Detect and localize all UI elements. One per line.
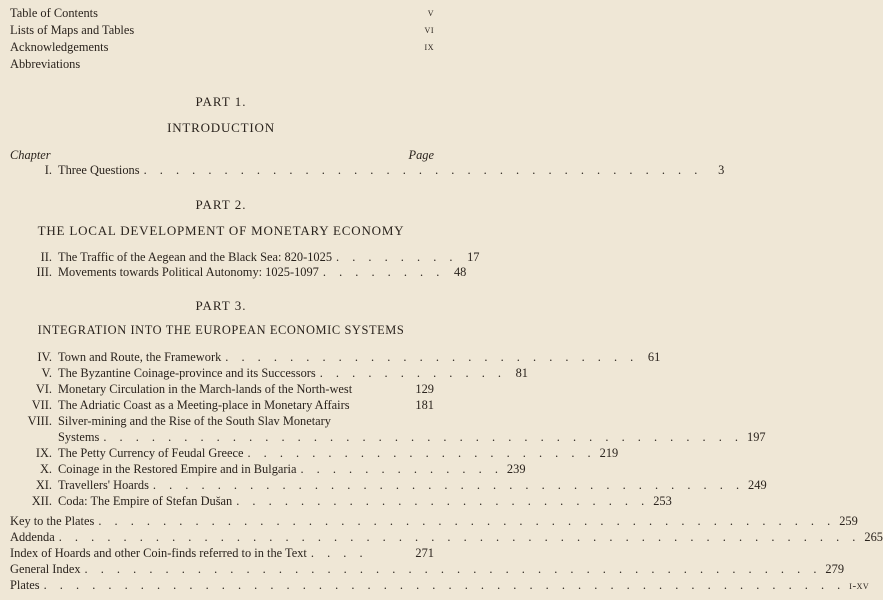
back-entry <box>10 578 870 594</box>
chapter-page: 219 <box>599 446 619 460</box>
chapter-title: Coinage in the Restored Empire and in Bulgaria <box>58 462 297 476</box>
chapter-entry <box>10 494 672 509</box>
chapter-entry-continued <box>10 430 766 445</box>
entry-page: 271 <box>415 546 434 560</box>
entry-title: Index of Hoards and other Coin-finds referred to in the Text <box>10 546 307 560</box>
chapter-page: 181 <box>415 398 434 412</box>
chapter-entry <box>10 163 725 178</box>
entry-title: Table of Contents <box>10 6 98 20</box>
chapter-number: VIII. <box>27 414 52 428</box>
leader-dots: . . . . . . . . <box>322 265 445 279</box>
leader-dots: . . . . . . . . . . . . . . . . . . . . . . . . . . . . . . . . . . . . . <box>152 478 745 492</box>
front-entry <box>10 40 434 55</box>
front-entry <box>10 23 434 38</box>
chapter-entry <box>10 350 661 365</box>
back-entry <box>10 530 883 545</box>
chapter-number: VI. <box>35 382 52 396</box>
chapter-title-continued: Systems <box>58 430 100 444</box>
leader-dots: . . . . . . . . <box>336 250 458 264</box>
entry-title: Abbreviations <box>10 57 81 71</box>
chapter-entry <box>10 446 619 461</box>
entry-page: 279 <box>825 562 845 576</box>
leader-dots: . . . . . . . . . . . . . . . . . . . . . . . . . . . . . . . . . . . . . . . . . . . . . . . . . . <box>43 578 846 592</box>
back-entry <box>10 562 845 577</box>
chapter-title: Silver-mining and the Rise of the South Slav Monetary <box>58 414 331 428</box>
entry-page: 265 <box>864 530 883 544</box>
entry-page: i-xv <box>849 580 870 592</box>
entry-title: Addenda <box>10 530 55 544</box>
chapter-page: 197 <box>747 430 766 444</box>
front-entry <box>10 57 434 72</box>
chapter-page: 249 <box>748 478 767 492</box>
chapter-title: Town and Route, the Framework <box>58 350 222 364</box>
chapter-number: II. <box>40 250 52 264</box>
chapter-entry <box>10 250 480 265</box>
column-headers <box>10 148 434 163</box>
part-heading: INTEGRATION INTO THE EUROPEAN ECONOMIC SYSTEMS <box>37 323 405 337</box>
entry-title: Key to the Plates <box>10 514 95 528</box>
leader-dots: . . . . . . . . . . . . . . . . . . . . . . . . . . . . . . . . . . . . . . . . . . . . . . <box>84 562 822 576</box>
entry-page: v <box>427 7 434 19</box>
back-entry <box>10 546 434 561</box>
chapter-page: 239 <box>506 462 526 476</box>
entry-title: Acknowledgements <box>10 40 109 54</box>
chapter-title: The Petty Currency of Feudal Greece <box>58 446 244 460</box>
chapter-number: XII. <box>31 494 52 508</box>
chapter-page: 81 <box>515 366 528 380</box>
leader-dots: . . . . . . . . . . . . . . . . . . . . . . . . . . <box>225 350 639 364</box>
leader-dots: . . . . . . . . . . . . . . . . . . . . . . . . . . . . . . . . . . . <box>143 163 703 177</box>
chapter-page: 129 <box>415 382 434 396</box>
chapter-title: The Adriatic Coast as a Meeting-place in Monetary Affairs <box>58 398 350 412</box>
chapter-page: 3 <box>718 163 725 177</box>
chapter-entry <box>10 265 467 280</box>
entry-title: Lists of Maps and Tables <box>10 23 135 37</box>
leader-dots: . . . . . . . . . . . . <box>319 366 506 380</box>
chapter-entry <box>10 382 434 397</box>
chapter-title: Coda: The Empire of Stefan Dušan <box>58 494 233 508</box>
leader-dots: . . . . . . . . . . . . . . . . . . . . . . . . . . . . . . . . . . . . . . . . <box>103 430 744 444</box>
part-heading: THE LOCAL DEVELOPMENT OF MONETARY ECONOMY <box>37 223 405 238</box>
chapter-page: 48 <box>453 265 467 279</box>
leader-dots: . . . . <box>310 546 368 560</box>
chapter-title: The Byzantine Coinage-province and its Successors <box>58 366 316 380</box>
part-label: PART 3. <box>195 298 247 313</box>
part-heading: INTRODUCTION <box>167 120 275 135</box>
chapter-number: V. <box>41 366 52 380</box>
chapter-number: VII. <box>31 398 52 412</box>
chapter-title: Three Questions <box>58 163 140 177</box>
chapter-number: XI. <box>35 478 52 492</box>
chapter-title: The Traffic of the Aegean and the Black Sea: 820-1025 <box>58 250 333 264</box>
chapter-title: Movements towards Political Autonomy: 1025-1097 <box>58 265 319 279</box>
entry-page: vi <box>424 24 434 36</box>
chapter-column-label: Chapter <box>10 148 51 162</box>
entry-page: ix <box>424 41 434 53</box>
chapter-title: Monetary Circulation in the March-lands of the North-west <box>58 382 353 396</box>
leader-dots: . . . . . . . . . . . . . . . . . . . . . . . . . . . . . . . . . . . . . . . . . . . . . . . . . . <box>58 530 861 544</box>
back-entry <box>10 514 858 529</box>
chapter-entry <box>10 478 767 493</box>
entry-title: Plates <box>10 578 40 592</box>
chapter-number: IX. <box>35 446 52 460</box>
chapter-entry <box>10 462 526 477</box>
chapter-number: I. <box>44 163 52 177</box>
leader-dots: . . . . . . . . . . . . . . . . . . . . . . . . . . . . . . . . . . . . . . . . . . . . . . <box>98 514 836 528</box>
part-label: PART 2. <box>195 197 247 212</box>
chapter-number: III. <box>36 265 52 279</box>
chapter-page: 61 <box>647 350 661 364</box>
chapter-number: IV. <box>37 350 52 364</box>
front-entry <box>10 6 434 21</box>
chapter-entry <box>10 414 434 429</box>
chapter-title: Travellers' Hoards <box>58 478 149 492</box>
page-column-label: Page <box>408 148 434 162</box>
leader-dots: . . . . . . . . . . . . . <box>300 462 503 476</box>
leader-dots: . . . . . . . . . . . . . . . . . . . . . . . . . . <box>236 494 650 508</box>
leader-dots: . . . . . . . . . . . . . . . . . . . . . . <box>247 446 596 460</box>
part-label: PART 1. <box>195 94 247 109</box>
entry-page: 259 <box>839 514 858 528</box>
chapter-entry <box>10 366 528 381</box>
chapter-page: 17 <box>467 250 480 264</box>
chapter-entry <box>10 398 434 413</box>
chapter-number: X. <box>39 462 52 476</box>
chapter-page: 253 <box>653 494 672 508</box>
entry-title: General Index <box>10 562 81 576</box>
